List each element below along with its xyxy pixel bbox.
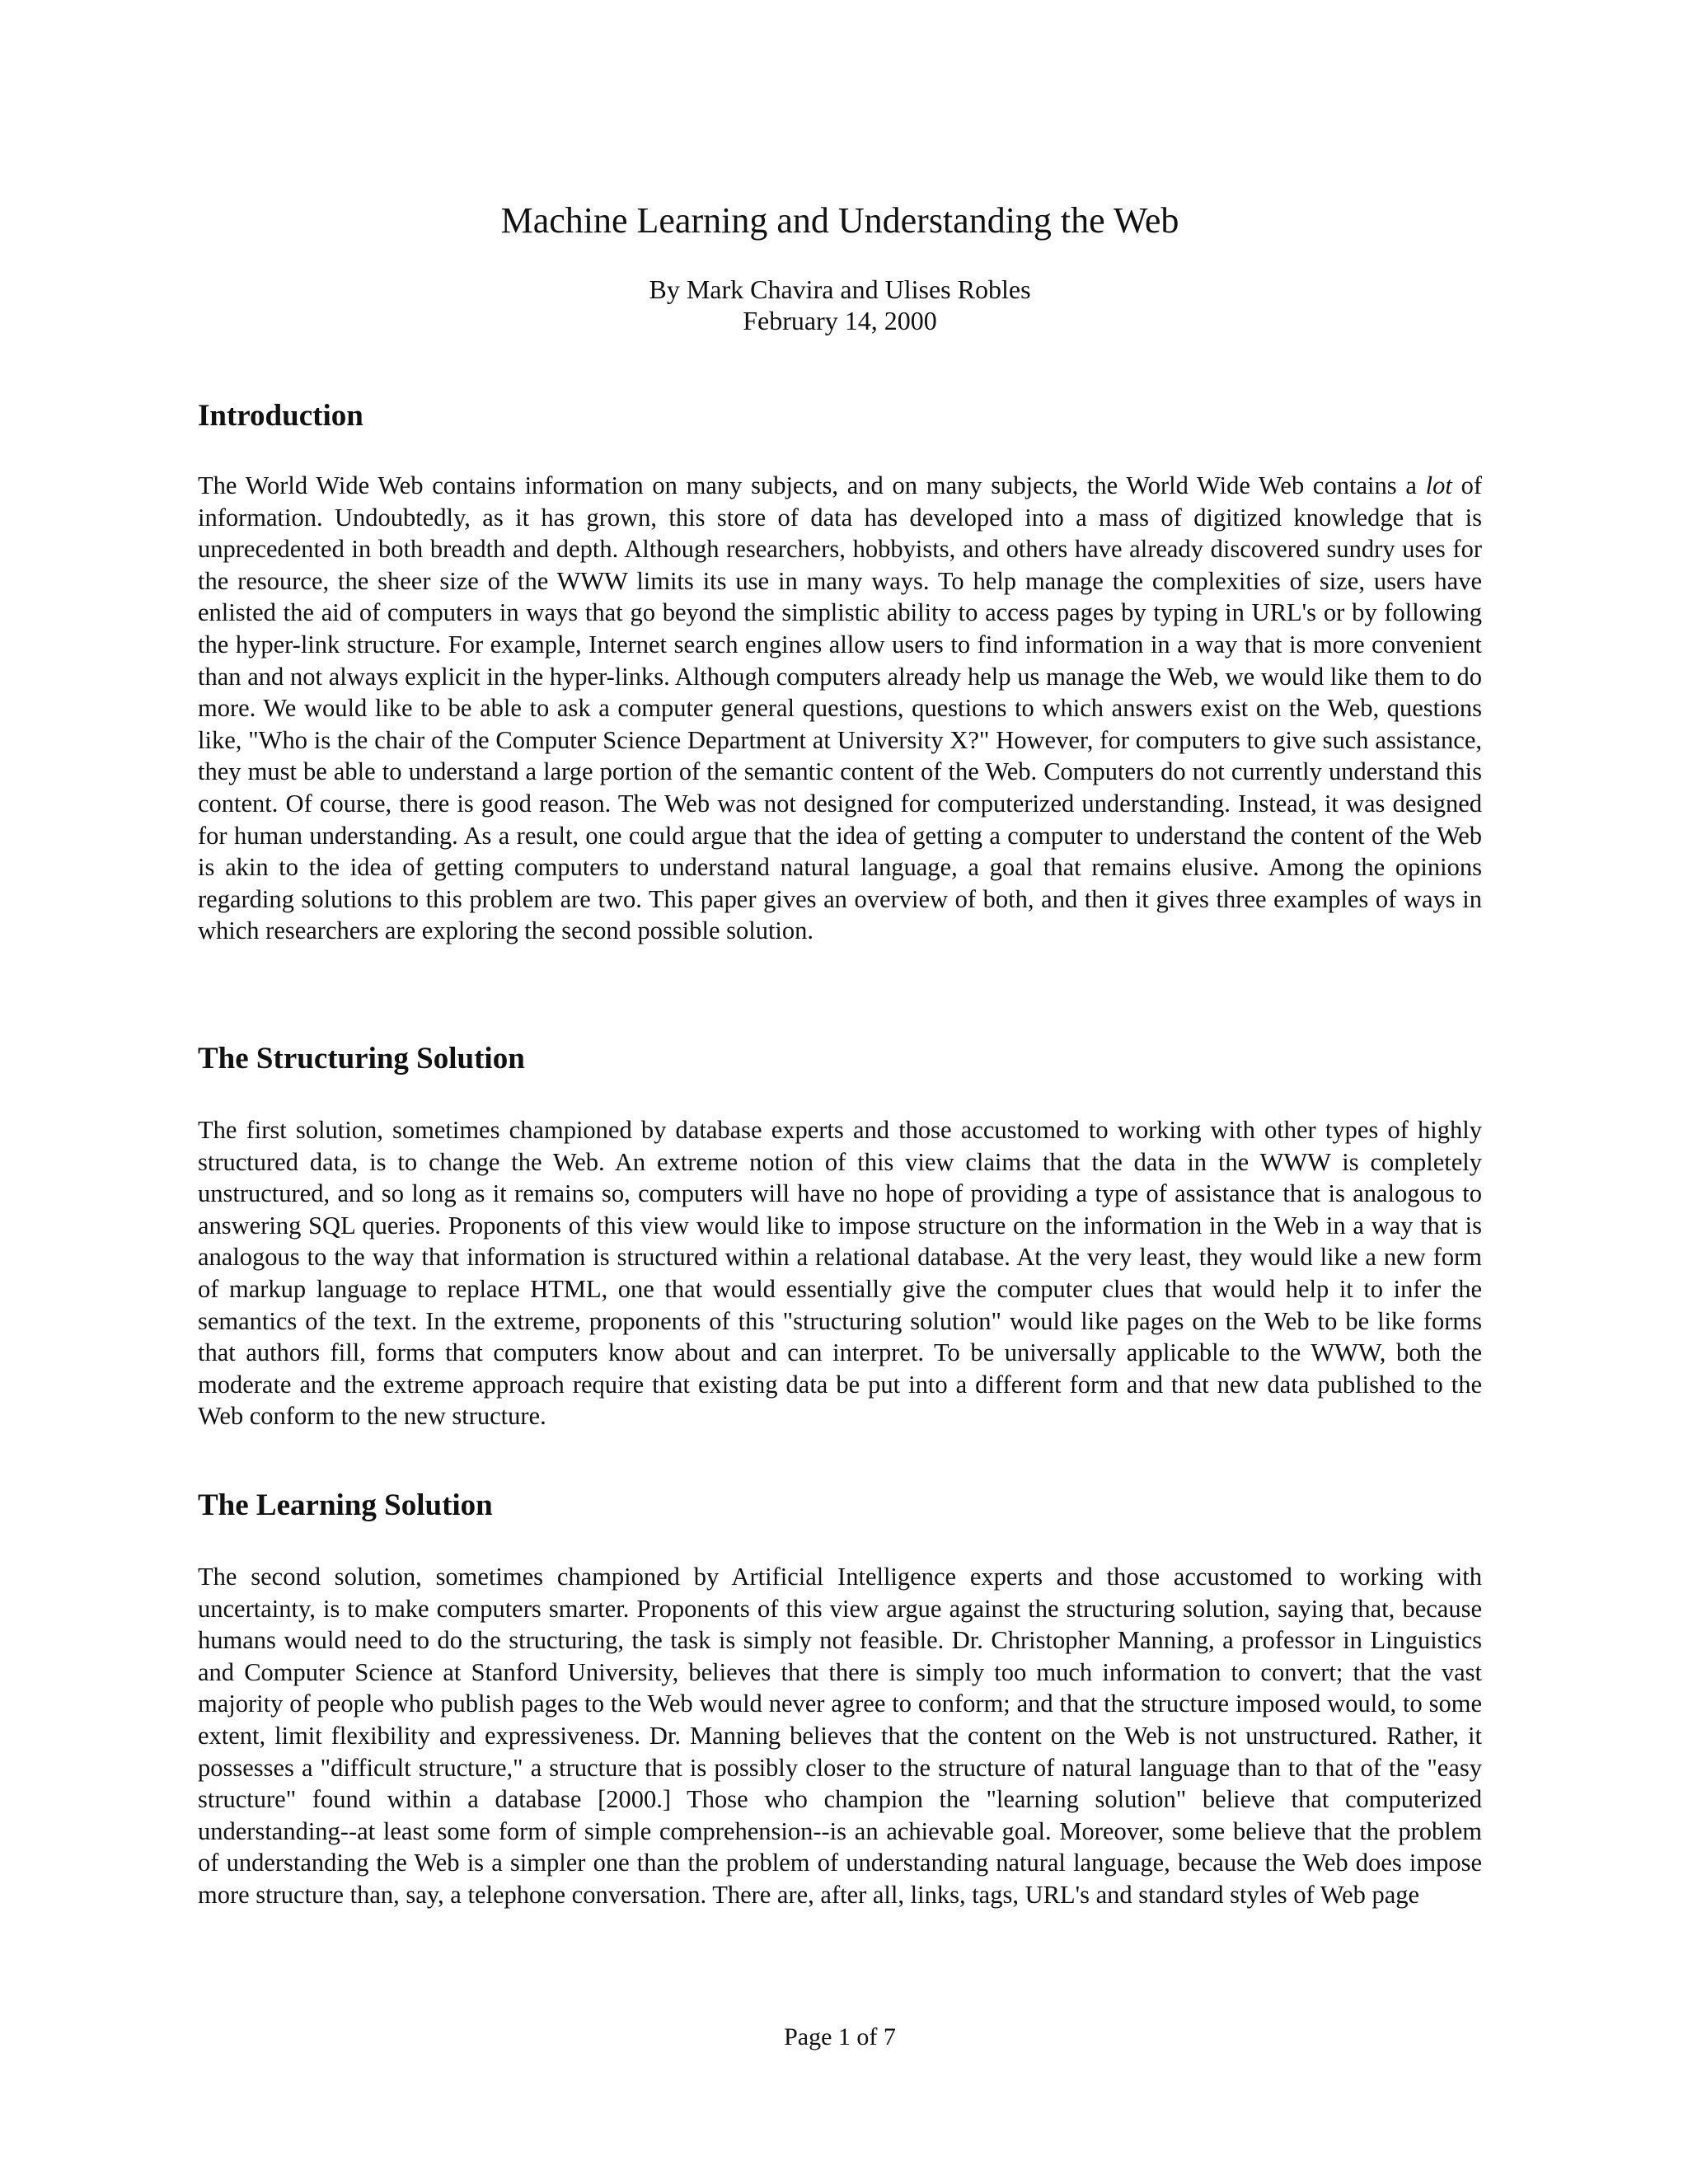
section-heading-structuring: The Structuring Solution xyxy=(198,1042,525,1076)
paragraph-text: The World Wide Web contains information on many subjects, and on many subjects, the World Wide Web contains a xyxy=(198,471,1426,499)
paragraph-text: of information. Undoubtedly, as it has grown, this store of data has developed into a mass of digitized knowledge that is unprecedented in both breadth and depth. Although researchers, hobbyists, and others have already discovered sundry uses for the resource, the sheer size of the WWW limits its use in many ways. To help manage the complexities of size, users have enlisted the aid of computers in ways that go beyond the simplistic ability to access pages by typing in URL's or by following the hyper-link structure. For example, Internet search engines allow users to find information in a way that is more convenient than and not always explicit in the hyper-links. Although computers already help us manage the Web, we would like them to do more. We would like to be able to ask a computer general questions, questions to which answers exist on the Web, questions like, "Who is the chair of the Computer Science Department at University X?" However, for computers to give such assistance, they must be able to understand a large portion of the semantic content of the Web. Computers do not currently understand this content. Of course, there is good reason. The Web was not designed for computerized understanding. Instead, it was designed for human understanding. As a result, one could argue that the idea of getting a computer to understand the content of the Web is akin to the idea of getting computers to understand natural language, a goal that remains elusive. Among the opinions regarding solutions to this problem are two. This paper gives an overview of both, and then it gives three examples of ways in which researchers are exploring the second possible solution. xyxy=(198,471,1482,945)
document-title: Machine Learning and Understanding the Web xyxy=(500,200,1179,241)
section-paragraph-structuring: The first solution, sometimes championed by database experts and those accustomed to working with other types of highly structured data, is to change the Web. An extreme notion of this view claims that the data in the WWW is completely unstructured, and so long as it remains so, computers will have no hope of providing a type of assistance that is analogous to answering SQL queries. Proponents of this view would like to impose structure on the information in the Web in a way that is analogous to the way that information is structured within a relational database. At the very least, they would like a new form of markup language to replace HTML, one that would essentially give the computer clues that would help it to infer the semantics of the text. In the extreme, proponents of this "structuring solution" would like pages on the Web to be like forms that authors fill, forms that computers know about and can interpret. To be universally applicable to the WWW, both the moderate and the extreme approach require that existing data be put into a different form and that new data published to the Web conform to the new structure. xyxy=(198,1116,1482,1431)
emphasis-text: lot xyxy=(1425,471,1452,499)
section-paragraph-learning: The second solution, sometimes championed by Artificial Intelligence experts and those accustomed to working with uncertainty, is to make computers smarter. Proponents of this view argue against the structuring solution, saying that, because humans would need to do the structuring, the task is simply not feasible. Dr. Christopher Manning, a professor in Linguistics and Computer Science at Stanford University, believes that there is simply too much information to convert; that the vast majority of people who publish pages to the Web would never agree to conform; and that the structure imposed would, to some extent, limit flexibility and expressiveness. Dr. Manning believes that the content on the Web is not unstructured. Rather, it possesses a "difficult structure," a structure that is possibly closer to the structure of natural language than to that of the "easy structure" found within a database [2000.] Those who champion the "learning solution" believe that computerized understanding--at least some form of simple comprehension--is an achievable goal. Moreover, some believe that the problem of understanding the Web is a simpler one than the problem of understanding natural language, because the Web does impose more structure than, say, a telephone conversation. There are, after all, links, tags, URL's and standard styles of Web page xyxy=(198,1563,1482,1909)
byline xyxy=(198,274,1482,336)
section-heading-introduction: Introduction xyxy=(198,399,363,433)
section-paragraph-introduction xyxy=(198,470,1482,947)
section-heading-learning: The Learning Solution xyxy=(198,1488,493,1522)
document-page xyxy=(198,0,1482,2184)
page-number: Page 1 of 7 xyxy=(784,2023,896,2050)
date-line: February 14, 2000 xyxy=(743,306,937,335)
author-line: By Mark Chavira and Ulises Robles xyxy=(649,274,1031,304)
